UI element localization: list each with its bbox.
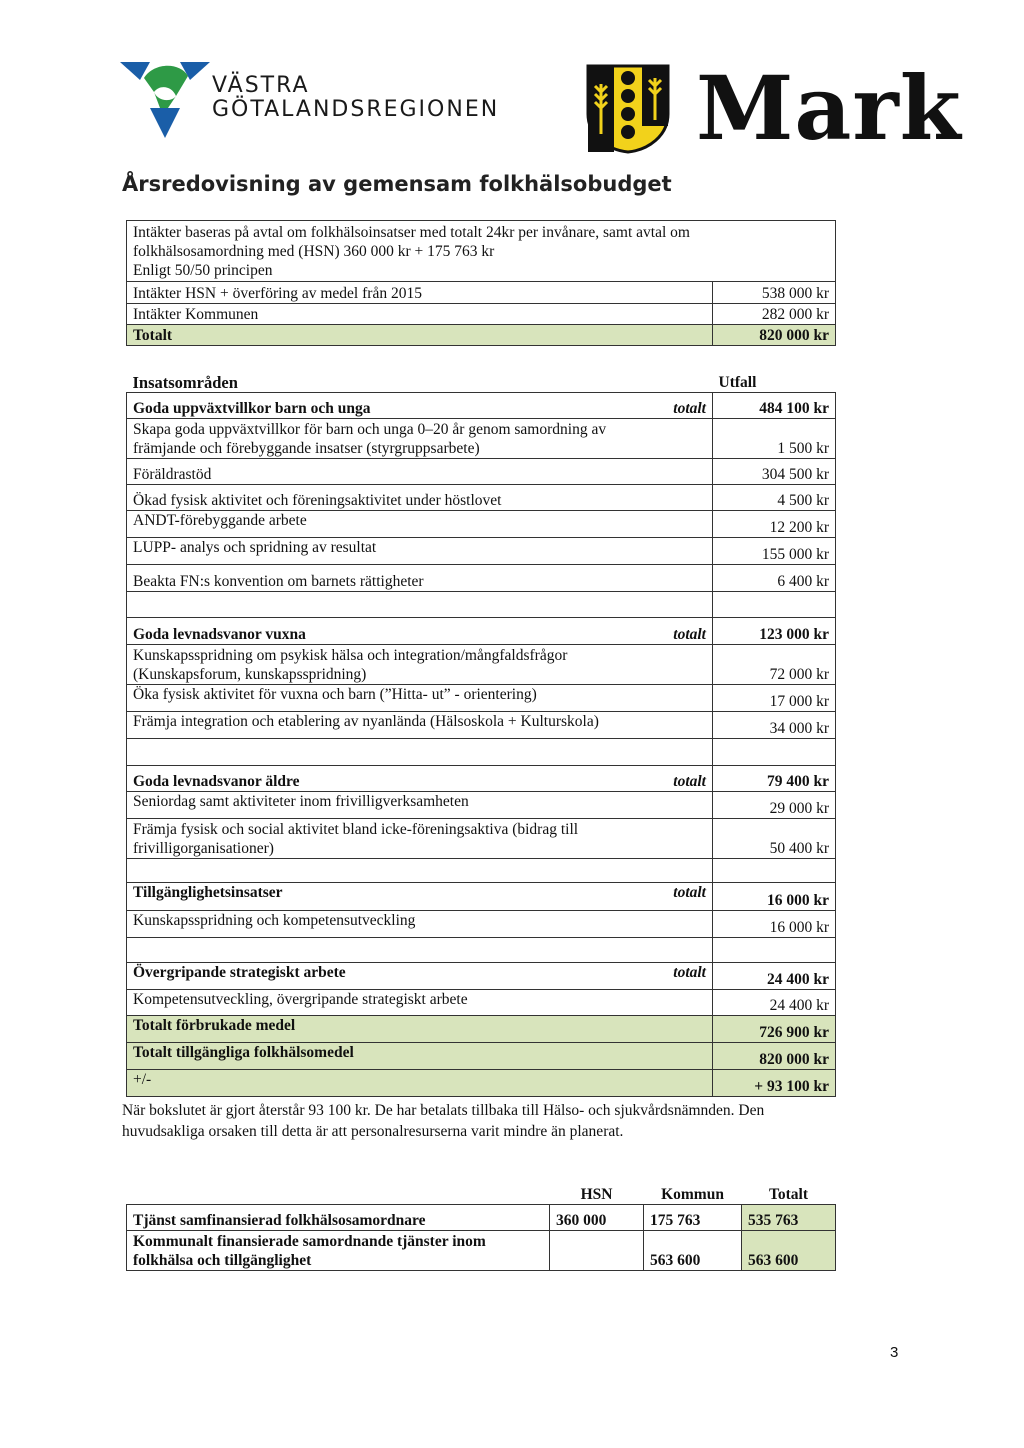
income-intro-row xyxy=(127,221,836,282)
page-title: Årsredovisning av gemensam folkhälsobudget xyxy=(122,172,672,196)
income-row xyxy=(127,304,836,325)
item-amount: 50 400 kr xyxy=(713,818,836,858)
section-title-row xyxy=(127,962,836,989)
section-total-word: totalt xyxy=(620,392,713,418)
mark-coat-of-arms-icon xyxy=(586,64,670,154)
section-title: Goda levnadsvanor vuxna xyxy=(127,617,621,644)
funding-row-label: Kommunalt finansierade samordnande tjänster inom xyxy=(133,1232,486,1250)
income-total-label: Totalt xyxy=(127,325,713,346)
item-row xyxy=(127,484,836,510)
funding-row-label-cont: folkhälsa och tillgänglighet xyxy=(133,1251,312,1269)
areas-table xyxy=(126,370,836,1097)
areas-header-row xyxy=(127,370,836,392)
balance-note-line2: huvudsakliga orsaken till detta är att personalresurserna varit mindre än planerat. xyxy=(122,1123,624,1140)
funding-row-total: 563 600 xyxy=(742,1230,836,1270)
item-label: Ökad fysisk aktivitet och föreningsaktivitet under höstlovet xyxy=(127,484,713,510)
item-amount: 155 000 kr xyxy=(713,537,836,564)
funding-table xyxy=(126,1182,836,1271)
section-title-row xyxy=(127,765,836,791)
page-number: 3 xyxy=(890,1344,899,1361)
section-title-row xyxy=(127,392,836,418)
item-label: ANDT-förebyggande arbete xyxy=(127,510,713,537)
item-amount: 24 400 kr xyxy=(713,989,836,1015)
spacer-row xyxy=(127,858,836,882)
summary-label: Totalt tillgängliga folkhälsomedel xyxy=(127,1042,713,1069)
item-label: Kompetensutveckling, övergripande strategiskt arbete xyxy=(127,989,713,1015)
item-amount: 34 000 kr xyxy=(713,711,836,738)
item-row xyxy=(127,989,836,1015)
item-label: Skapa goda uppväxtvillkor för barn och unga 0–20 år genom samordning av xyxy=(133,420,607,438)
funding-row-hsn: 360 000 xyxy=(550,1204,644,1230)
balance-note xyxy=(122,1100,842,1142)
outcome-heading: Utfall xyxy=(713,370,836,392)
summary-row xyxy=(127,1015,836,1042)
summary-amount: + 93 100 kr xyxy=(713,1069,836,1096)
summary-label: +/- xyxy=(127,1069,713,1096)
summary-amount: 820 000 kr xyxy=(713,1042,836,1069)
funding-row xyxy=(127,1230,836,1270)
summary-amount: 726 900 kr xyxy=(713,1015,836,1042)
section-title: Övergripande strategiskt arbete xyxy=(127,962,621,989)
item-amount: 12 200 kr xyxy=(713,510,836,537)
section-total-word: totalt xyxy=(620,617,713,644)
item-row xyxy=(127,537,836,564)
item-row xyxy=(127,564,836,591)
item-row xyxy=(127,510,836,537)
income-row xyxy=(127,282,836,304)
item-label: Främja integration och etablering av nyanlända (Hälsoskola + Kulturskola) xyxy=(127,711,713,738)
item-label-cont: främjande och förebyggande insatser (styrgruppsarbete) xyxy=(133,439,480,457)
section-title-row xyxy=(127,882,836,910)
item-amount: 29 000 kr xyxy=(713,791,836,818)
funding-row-kommun: 175 763 xyxy=(644,1204,742,1230)
item-label: Beakta FN:s konvention om barnets rättigheter xyxy=(127,564,713,591)
summary-row xyxy=(127,1069,836,1096)
item-row xyxy=(127,910,836,937)
item-amount: 16 000 kr xyxy=(713,910,836,937)
funding-header-row xyxy=(127,1182,836,1204)
item-label: LUPP- analys och spridning av resultat xyxy=(127,537,713,564)
section-total-amount: 484 100 kr xyxy=(713,392,836,418)
spacer-row xyxy=(127,738,836,765)
section-title-row xyxy=(127,617,836,644)
income-intro-cell xyxy=(127,221,836,282)
item-label: Öka fysisk aktivitet för vuxna och barn (”Hitta- ut” - orientering) xyxy=(127,684,713,711)
funding-row-total: 535 763 xyxy=(742,1204,836,1230)
vgr-logo-line1: VÄSTRA xyxy=(212,73,310,98)
item-amount: 304 500 kr xyxy=(713,458,836,484)
section-title: Tillgänglighetsinsatser xyxy=(127,882,621,910)
section-total-word: totalt xyxy=(620,882,713,910)
section-total-amount: 16 000 kr xyxy=(713,882,836,910)
section-total-amount: 79 400 kr xyxy=(713,765,836,791)
item-label: Främja fysisk och social aktivitet bland icke-föreningsaktiva (bidrag till xyxy=(133,820,579,838)
summary-label: Totalt förbrukade medel xyxy=(127,1015,713,1042)
income-row-amount: 282 000 kr xyxy=(713,304,836,325)
item-amount: 72 000 kr xyxy=(713,644,836,684)
income-intro-line1: Intäkter baseras på avtal om folkhälsoinsatser med totalt 24kr per invånare, samt avtal om xyxy=(133,224,690,241)
mark-logo xyxy=(586,56,962,160)
item-row xyxy=(127,458,836,484)
item-amount: 4 500 kr xyxy=(713,484,836,510)
col-total: Totalt xyxy=(742,1182,836,1204)
income-intro-line2: folkhälsosamordning med (HSN) 360 000 kr + 175 763 kr xyxy=(133,243,495,260)
item-row xyxy=(127,418,836,458)
item-amount: 6 400 kr xyxy=(713,564,836,591)
item-label-cont: frivilligorganisationer) xyxy=(133,839,274,857)
item-label: Kunskapsspridning och kompetensutveckling xyxy=(127,910,713,937)
item-label-cont: (Kunskapsforum, kunskapsspridning) xyxy=(133,665,367,683)
section-total-word: totalt xyxy=(620,962,713,989)
item-label: Föräldrastöd xyxy=(127,458,713,484)
item-label: Kunskapsspridning om psykisk hälsa och integration/mångfaldsfrågor xyxy=(133,646,568,664)
section-total-amount: 24 400 kr xyxy=(713,962,836,989)
vgr-logo xyxy=(120,58,500,140)
spacer-row xyxy=(127,937,836,962)
funding-row-kommun: 563 600 xyxy=(644,1230,742,1270)
funding-row-hsn xyxy=(550,1230,644,1270)
item-row xyxy=(127,644,836,684)
item-label: Seniordag samt aktiviteter inom frivilligverksamheten xyxy=(127,791,713,818)
vgr-logo-line2: GÖTALANDSREGIONEN xyxy=(212,97,500,122)
income-total-amount: 820 000 kr xyxy=(713,325,836,346)
item-row xyxy=(127,711,836,738)
income-total-row xyxy=(127,325,836,346)
income-row-label: Intäkter HSN + överföring av medel från 2015 xyxy=(127,282,713,304)
income-row-label: Intäkter Kommunen xyxy=(127,304,713,325)
item-amount: 17 000 kr xyxy=(713,684,836,711)
funding-row xyxy=(127,1204,836,1230)
funding-row-label: Tjänst samfinansierad folkhälsosamordnare xyxy=(127,1204,550,1230)
section-title: Goda levnadsvanor äldre xyxy=(127,765,621,791)
income-table xyxy=(126,220,836,346)
income-row-amount: 538 000 kr xyxy=(713,282,836,304)
section-total-word: totalt xyxy=(620,765,713,791)
income-intro-line3: Enligt 50/50 principen xyxy=(133,262,273,279)
item-row xyxy=(127,791,836,818)
col-kommun: Kommun xyxy=(644,1182,742,1204)
col-hsn: HSN xyxy=(550,1182,644,1204)
item-row xyxy=(127,684,836,711)
vgr-emblem-icon xyxy=(120,58,212,140)
section-total-amount: 123 000 kr xyxy=(713,617,836,644)
mark-logo-word: Mark xyxy=(696,56,962,160)
areas-heading: Insatsområden xyxy=(127,370,621,392)
balance-note-line1: När bokslutet är gjort återstår 93 100 kr. De har betalats tillbaka till Hälso- och sjukvårdsnämnden. Den xyxy=(122,1102,765,1119)
spacer-row xyxy=(127,591,836,617)
item-row xyxy=(127,818,836,858)
item-amount: 1 500 kr xyxy=(713,418,836,458)
summary-row xyxy=(127,1042,836,1069)
section-title: Goda uppväxtvillkor barn och unga xyxy=(127,392,621,418)
